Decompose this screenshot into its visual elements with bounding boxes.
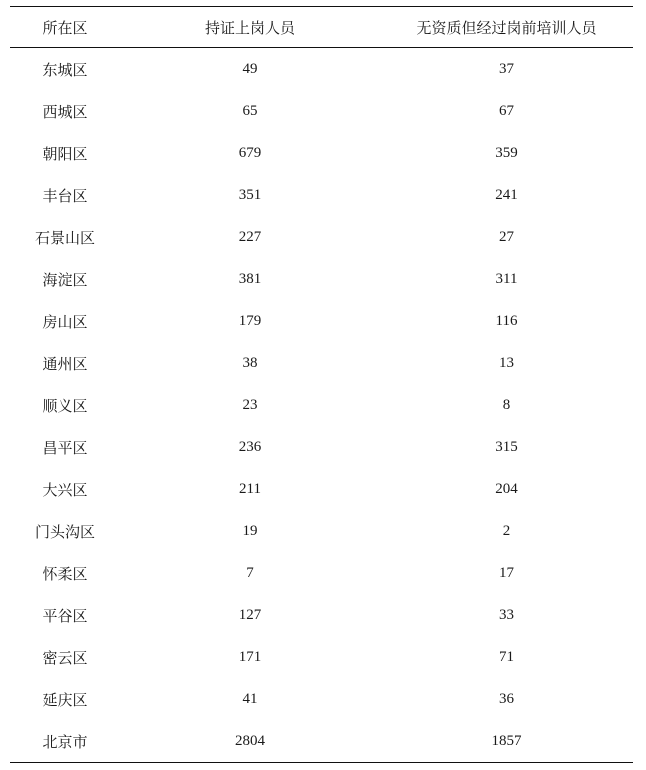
header-district: 所在区 (42, 18, 88, 37)
cell-trained-staff: 204 (495, 480, 518, 497)
cell-district: 朝阳区 (42, 144, 88, 163)
table-row (10, 48, 633, 91)
cell-certified-staff: 171 (238, 648, 262, 665)
cell-district: 西城区 (42, 102, 88, 121)
cell-certified-staff: 49 (242, 60, 258, 77)
cell-district: 怀柔区 (42, 564, 88, 583)
table-row (10, 174, 633, 216)
cell-district: 平谷区 (42, 606, 88, 625)
cell-trained-staff: 17 (499, 564, 514, 581)
cell-certified-staff: 38 (242, 354, 258, 371)
cell-certified-staff: 227 (238, 228, 262, 245)
cell-trained-staff: 13 (499, 354, 514, 371)
district-staff-table (10, 6, 633, 763)
table-row (10, 426, 633, 468)
header-trained-staff: 无资质但经过岗前培训人员 (416, 18, 597, 37)
cell-trained-staff: 1857 (491, 732, 522, 749)
header-certified-staff: 持证上岗人员 (204, 18, 295, 37)
cell-district: 昌平区 (42, 438, 88, 457)
cell-district: 大兴区 (42, 480, 88, 499)
table-header (10, 7, 633, 48)
cell-district: 丰台区 (42, 186, 88, 205)
cell-certified-staff: 41 (242, 690, 258, 707)
cell-trained-staff: 2 (502, 522, 511, 539)
cell-district: 东城区 (42, 60, 88, 79)
cell-certified-staff: 127 (238, 606, 262, 623)
cell-certified-staff: 19 (242, 522, 258, 539)
cell-certified-staff: 2804 (235, 732, 265, 749)
cell-trained-staff: 8 (502, 396, 511, 413)
header-row (10, 7, 633, 48)
cell-trained-staff: 359 (495, 144, 518, 161)
cell-trained-staff: 241 (495, 186, 518, 203)
cell-certified-staff: 7 (246, 564, 254, 581)
table-row (10, 90, 633, 132)
cell-certified-staff: 65 (242, 102, 258, 119)
cell-trained-staff: 36 (499, 690, 514, 707)
data-table-container (10, 6, 633, 763)
cell-trained-staff: 33 (499, 606, 514, 623)
cell-district: 北京市 (42, 732, 88, 751)
cell-district: 海淀区 (42, 270, 88, 289)
table-row (10, 132, 633, 174)
cell-trained-staff: 311 (495, 270, 518, 287)
cell-trained-staff: 67 (499, 102, 514, 119)
table-row (10, 636, 633, 678)
cell-certified-staff: 351 (238, 186, 262, 203)
cell-district: 密云区 (42, 648, 88, 667)
cell-district: 门头沟区 (34, 522, 95, 541)
table-row (10, 678, 633, 720)
cell-trained-staff: 71 (499, 648, 514, 665)
cell-certified-staff: 236 (238, 438, 262, 455)
cell-certified-staff: 679 (238, 144, 262, 161)
table-row (10, 300, 633, 342)
cell-certified-staff: 381 (238, 270, 262, 287)
table-row (10, 510, 633, 552)
cell-district: 房山区 (42, 312, 88, 331)
cell-district: 通州区 (42, 354, 88, 373)
table-row (10, 720, 633, 763)
table-row (10, 594, 633, 636)
cell-district: 石景山区 (34, 228, 95, 247)
table-row (10, 552, 633, 594)
table-body (10, 48, 633, 763)
table-row (10, 468, 633, 510)
cell-certified-staff: 211 (239, 480, 261, 497)
cell-district: 延庆区 (42, 690, 88, 709)
table-row (10, 342, 633, 384)
cell-certified-staff: 23 (242, 396, 258, 413)
cell-certified-staff: 179 (238, 312, 262, 329)
cell-trained-staff: 315 (495, 438, 518, 455)
cell-trained-staff: 116 (495, 312, 518, 329)
cell-trained-staff: 37 (499, 60, 514, 77)
table-row (10, 384, 633, 426)
cell-district: 顺义区 (42, 396, 88, 415)
table-row (10, 216, 633, 258)
table-row (10, 258, 633, 300)
cell-trained-staff: 27 (499, 228, 514, 245)
